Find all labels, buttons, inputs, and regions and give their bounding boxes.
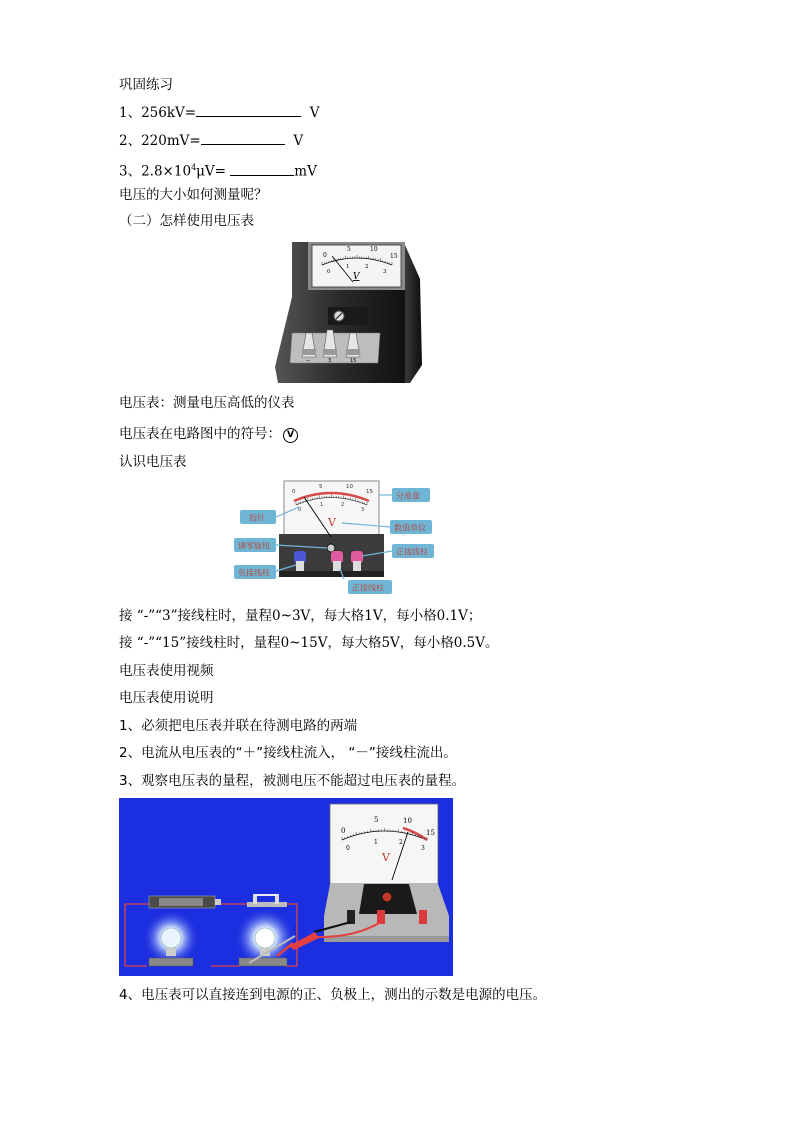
svg-text:指针: 指针 — [249, 513, 265, 523]
label-positive — [392, 544, 434, 558]
q3-unit: mV — [294, 163, 317, 180]
parts-scale-bottom-3: 3 — [361, 507, 365, 513]
svg-text:数值单位: 数值单位 — [394, 523, 426, 533]
parts-scale-top-1: 5 — [319, 484, 323, 490]
voltmeter-definition: 电压表：测量电压高低的仪表 — [119, 395, 295, 411]
circuit-figure — [119, 798, 453, 976]
q2-prefix: 2、220mV= — [119, 133, 201, 149]
parts-zero-knob-icon[interactable] — [327, 544, 335, 552]
label-negative — [234, 565, 276, 579]
symbol-line — [119, 425, 298, 443]
circuit-scale-top-3: 15 — [426, 829, 435, 837]
instruction-1: 1、必须把电压表并联在待测电路的两端 — [119, 718, 358, 734]
symbol-text: 电压表在电路图中的符号： — [119, 426, 281, 442]
practice-title: 巩固练习 — [119, 77, 173, 93]
parts-scale-bottom-1: 1 — [320, 502, 324, 508]
voltmeter-parts-diagram — [234, 479, 444, 597]
voltmeter-symbol-icon: V — [283, 428, 298, 443]
battery-icon — [149, 896, 221, 908]
circuit-scale-top-2: 10 — [403, 817, 412, 825]
label-scale — [392, 488, 430, 502]
label-unit — [390, 520, 432, 534]
final-note: 4、电压表可以直接连到电源的正、负极上，测出的示数是电源的电压。 — [119, 987, 547, 1003]
q1-prefix: 1、256kV= — [119, 105, 197, 121]
photo-scale-bottom-0: 0 — [327, 269, 331, 275]
circuit-terminal-15[interactable] — [419, 910, 427, 924]
parts-unit-v: V — [328, 516, 336, 529]
voltmeter-photo — [270, 237, 428, 385]
q2-unit: V — [293, 133, 304, 149]
q3-prefix: 3、2.8×10 — [119, 163, 192, 180]
question-3 — [119, 159, 317, 181]
circuit-scale-bottom-2: 2 — [399, 839, 403, 846]
circuit-scale-bottom-1: 1 — [374, 839, 378, 846]
label-pointer — [240, 510, 276, 524]
measure-question: 电压的大小如何测量呢？ — [119, 187, 268, 203]
photo-scale-bottom-1: 1 — [346, 264, 350, 270]
terminal-label-15: 15 — [350, 358, 357, 364]
photo-scale-top-1: 5 — [347, 246, 351, 253]
video-title: 电压表使用视频 — [119, 663, 214, 679]
parts-scale-bottom-0: 0 — [298, 507, 302, 513]
photo-scale-bottom-2: 2 — [365, 264, 369, 270]
terminal-label-3: 3 — [328, 358, 332, 364]
circuit-meter-dial — [330, 804, 438, 884]
circuit-scale-bottom-3: 3 — [421, 845, 425, 852]
q3-mid: μV= — [196, 163, 226, 180]
instruction-2: 2、电流从电压表的“＋”接线柱流入， “－”接线柱流出。 — [119, 745, 457, 761]
photo-scale-top-0: 0 — [323, 252, 327, 259]
svg-text:正接线柱: 正接线柱 — [352, 583, 384, 593]
label-positive-2 — [348, 580, 392, 594]
svg-text:负接线柱: 负接线柱 — [238, 568, 270, 578]
photo-scale-bottom-3: 3 — [383, 269, 387, 275]
circuit-unit-v: V — [382, 851, 390, 864]
parts-scale-top-2: 10 — [346, 484, 353, 490]
parts-scale-top-0: 0 — [292, 489, 296, 495]
circuit-scale-top-0: 0 — [341, 827, 346, 835]
label-zero-knob — [234, 538, 276, 552]
q1-unit: V — [309, 105, 320, 121]
svg-text:分度盘: 分度盘 — [396, 491, 420, 501]
svg-text:正接线柱: 正接线柱 — [396, 547, 428, 557]
photo-scale-top-2: 10 — [370, 246, 378, 253]
instructions-title: 电压表使用说明 — [119, 690, 214, 706]
circuit-scale-top-1: 5 — [374, 816, 379, 824]
parts-scale-top-3: 15 — [366, 489, 373, 495]
q3-exponent: 4 — [191, 163, 197, 172]
question-2 — [119, 131, 303, 150]
q3-answer-blank[interactable] — [230, 162, 294, 176]
range-3v: 接 “-”“3”接线柱时，量程0~3V，每大格1V，每小格0.1V； — [119, 608, 482, 624]
q2-answer-blank[interactable] — [201, 131, 285, 145]
circuit-zero-knob-icon[interactable] — [382, 892, 392, 902]
section-heading: （二）怎样使用电压表 — [119, 213, 254, 229]
svg-text:调零旋钮: 调零旋钮 — [238, 541, 270, 551]
photo-unit-v: V — [353, 272, 360, 282]
circuit-scale-bottom-0: 0 — [346, 845, 350, 852]
instruction-3: 3、观察电压表的量程，被测电压不能超过电压表的量程。 — [119, 773, 466, 789]
range-15v: 接 “-”“15”接线柱时，量程0~15V，每大格5V，每小格0.5V。 — [119, 635, 499, 651]
meter-side — [405, 245, 422, 383]
parts-scale-bottom-2: 2 — [341, 502, 345, 508]
photo-scale-top-3: 15 — [390, 253, 398, 260]
circuit-terminal-3[interactable] — [377, 910, 385, 924]
terminal-label-neg: − — [306, 358, 311, 364]
recognize-voltmeter: 认识电压表 — [119, 454, 187, 470]
q1-answer-blank[interactable] — [196, 103, 301, 117]
question-1 — [119, 103, 319, 122]
